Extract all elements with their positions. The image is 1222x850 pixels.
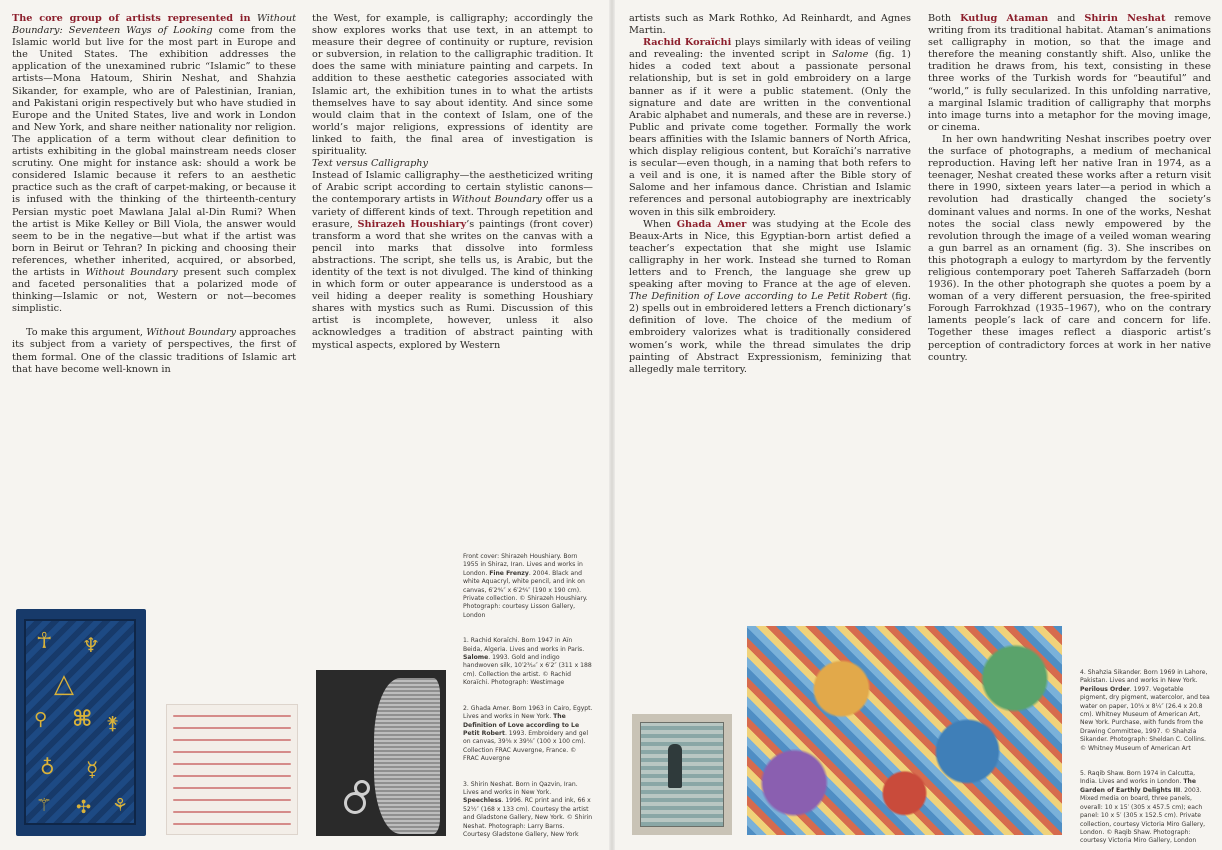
work-title: Salome <box>832 49 869 61</box>
embroidery-line <box>173 715 291 717</box>
caption-front-cover <box>463 553 593 620</box>
caption-text: 1. Rachid Koraïchi. Born 1947 in Aïn Beida, Algeria. Lives and works in Paris. <box>463 637 585 653</box>
caption-text: 4. Shahzia Sikander. Born 1969 in Lahore, Pakistan. Lives and works in New York. <box>1080 669 1208 685</box>
artwork-garden-of-earthly-delights <box>747 626 1062 835</box>
paragraph <box>12 327 296 375</box>
glyph-decoration: ⚘ <box>112 795 129 816</box>
glyph-decoration: ♁ <box>40 755 55 779</box>
paragraph: the West, for example, is calligraphy; accordingly the show explores works that use text, in an attempt to measure their degree of continuity or rupture, revision or subversion, in relation to the calligraphic tradition. It does the same with miniature painting and carpets. In addition to these aesthetic categories associated with Islamic art, the exhibition tunes in to what the artists themselves have to say about identity. And since some would claim that in the context of Islam, one of the world’s major religions, expressions of identity are linked to faith, the final area of investigation is spirituality. <box>312 13 593 158</box>
paragraph-text: To make this argument, <box>26 327 143 339</box>
caption-text: . 2003. Mixed media on board, three panels, overall: 10 x 15′ (305 x 457.5 cm); each panel: 10 x 5′ (305 x 152.5 cm). Private collection, courtesy Victoria Miro Gallery, London. © Raqib Shaw. Photograph: courtesy Victoria Miro Gallery, London <box>1080 786 1206 845</box>
paragraph: In her own handwriting Neshat inscribes poetry over the surface of photographs, a medium of mechanical reproduction. Having left her native Iran in 1974, as a teenager, Neshat created these works after a return visit there in 1990, sixteen years later—a period in which a revolution had drastically changed the society’s dominant values and norms. In one of the works, Neshat notes the social class newly empowered by the revolution through the image of a veiled woman wearing a gun barrel as an ornament (fig. 3). She inscribes on this photograph a eulogy to martyrdom by the fervently religious contemporary poet Tahereh Saffarzadeh (born 1936). In the other photograph she quotes a poem by a woman of a very different persuasion, the free-spirited Forough Farrokhzad (1935–1967), who on the contrary laments people’s lack of care and concern for life. Together these images reflect a diasporic artist’s perception of contradictory forces at work in her native country. <box>928 133 1211 363</box>
show-title: Without Boundary <box>146 327 236 339</box>
caption-work-title: The Definition of Love according to Le Petit Robert <box>463 713 580 737</box>
paragraph-text: remove writing from its traditional habitat. Ataman’s animations set calligraphy in motion, so that the image and therefore the meaning constantly shift. Also, unlike the tradition he draws from, his text, consisting in these three works of the Turkish words for “beautiful” and “world,” is fully secularized. In this unfolding narrative, a marginal Islamic tradition of calligraphy that morphs into image turns into a metaphor for the moving image, or cinema. <box>928 13 1211 133</box>
embroidery-line <box>173 727 291 729</box>
section-subheading: Text versus Calligraphy <box>312 158 428 170</box>
paragraph <box>928 13 1211 134</box>
caption-work-title: Salome <box>463 654 489 662</box>
paragraph-text: When <box>643 218 672 230</box>
embroidery-line <box>173 787 291 789</box>
caption-text: . 1993. Embroidery and gel on canvas, 39⅝ x 39⅝″ (100 x 100 cm). Collection FRAC Auvergne, France. © FRAC Auvergne <box>463 729 589 763</box>
glyph-decoration: ⚚ <box>36 795 53 816</box>
caption-text: 5. Raqib Shaw. Born 1974 in Calcutta, India. Lives and works in London. <box>1080 770 1196 786</box>
face-with-script <box>374 678 440 834</box>
gun-barrel-ring <box>354 780 370 796</box>
glyph-decoration: ⌘ <box>72 707 93 732</box>
embroidery-line <box>173 811 291 813</box>
embroidery-line <box>173 799 291 801</box>
caption-text: . 1996. RC print and ink, 66 x 52½″ (168 x 133 cm). Courtesy the artist and Gladstone Gallery, New York. © Shirin Neshat. Photograph: Larry Barns. Courtesy Gladstone Gallery, New York <box>463 797 593 838</box>
artist-name-highlight: Ghada Amer <box>676 218 747 230</box>
glyph-decoration: △ <box>54 669 74 699</box>
artist-name-highlight: Rachid Koraïchi <box>643 37 732 49</box>
artwork-salome-banner <box>16 609 146 836</box>
caption-work-title: The Garden of Earthly Delights III <box>1080 778 1196 794</box>
paragraph-text: Both <box>928 13 952 24</box>
caption-text: . 1993. Gold and indigo handwoven silk, 10′2³⁄₁₆″ x 6′2″ (311 x 188 cm). Collection the artist. © Rachid Koraïchi. Photograph: Westimage <box>463 654 592 687</box>
paragraph <box>629 219 911 376</box>
caption-text: . 1997. Vegetable pigment, dry pigment, watercolor, and tea water on paper, 10⅝ x 8¼″ (26.4 x 20.8 cm). Whitney Museum of American Art, New York. Purchase, with funds from the Drawing Committee, 1997. © Shahzia Sikander. Photograph: Sheldan C. Collins. © Whitney Museum of American Art <box>1080 685 1210 752</box>
glyph-decoration: ⚵ <box>106 713 120 734</box>
glyph-decoration: ☿ <box>86 757 99 781</box>
embroidery-line <box>173 763 291 765</box>
show-title: Without Boundary <box>85 266 178 278</box>
embroidery-line <box>173 823 291 825</box>
show-title: Without Boundary: Seventeen Ways of Looking <box>12 13 296 37</box>
captions-left-page <box>463 553 593 839</box>
caption-text: 2. Ghada Amer. Born 1963 in Cairo, Egypt. Lives and works in New York. <box>463 704 593 721</box>
caption-fig-3 <box>463 781 593 840</box>
caption-work-title: Fine Frenzy <box>489 569 529 577</box>
paragraph-text: approaches its subject from a variety of perspectives, the first of them formal. One of the classic traditions of Islamic art that have become well-known in <box>12 327 296 375</box>
text-column-4 <box>928 13 1211 364</box>
miniature-figure <box>668 744 682 788</box>
artist-name-highlight: Kutlug Ataman <box>960 13 1049 24</box>
caption-fig-1 <box>463 637 593 687</box>
paragraph <box>629 37 911 218</box>
paragraph-text: (fig. 2) spells out in embroidered letters a French dictionary’s definition of love. The choice of the medium of embroidery valorizes what is traditionally considered women’s work, while the thread simulates the drip painting of Abstract Expressionism, feminizing that allegedly male territory. <box>629 291 911 375</box>
show-title: Without Boundary <box>451 194 542 206</box>
text-column-3 <box>629 13 911 376</box>
paragraph-text: Instead of Islamic calligraphy—the aestheticized writing of Arabic script according to certain stylistic canons—the contemporary artists in <box>312 170 593 206</box>
paragraph-text: and <box>1057 13 1076 24</box>
caption-text: 3. Shirin Neshat. Born in Qazvin, Iran. Lives and works in New York. <box>463 780 578 796</box>
paragraph-text: present such complex and faceted personalities that a polarized mode of thinking—Islamic or not, Western or not—becomes simplistic. <box>12 266 296 315</box>
paragraph-text: come from the Islamic world but live for the most part in Europe and the United States. The exhibition addresses the application of the unexamined rubric “Islamic” to these artists—Mona Hatoum, Shirin Neshat, and Shahzia Sikander, for example, who are of Palestinian, Iranian, and Pakistani origin respectively but who have studied in Europe and the United States, live and work in London and New York, and share neither nationality nor religion. The application of a term without clear definition to artists exhibiting in the global mainstream needs closer scrutiny. One might for instance ask: should a work be considered Islamic because it refers to an aesthetic practice such as the craft of carpet-making, or because it is infused with the thinking of the thirteenth-century Persian mystic poet Mawlana Jalal al-Din Rumi? When the artist is Mike Kelley or Bill Viola, the answer would seem to be in the negative—but what if the artist was born in Beirut or Tehran? In picking and choosing their references, whether inherited, acquired, or absorbed, the artists in <box>12 25 296 278</box>
caption-fig-4 <box>1080 669 1212 753</box>
paragraph-text: was studying at the Ecole des Beaux-Arts in Nice, this Egyptian-born artist defied a teacher’s expectation that she might use Islamic calligraphy in her work. Instead she turned to Roman letters and to French, the language she grew up speaking after moving to France at the age of eleven. <box>629 218 911 291</box>
work-title: The Definition of Love according to Le Petit Robert <box>629 291 888 303</box>
text-column-2 <box>312 13 593 352</box>
embroidery-line <box>173 739 291 741</box>
paragraph-text: (fig. 1) hides a coded text about a passionate personal relationship, but is set in gold embroidery on a large banner as if it were a public statement. (Only the signature and date are written in the conventional Arabic alphabet and numerals, and these are in reverse.) Public and private come together. Formally the work bears affinities with the Islamic banners of North Africa, which display religious content, but Koraïchi’s narrative is secular—even though, in a naming that both refers to a veil and is one, it is named after the Bible story of Salome and her infamous dance. Christian and Islamic references and personal autobiography are inextricably woven in this silk embroidery. <box>629 49 911 218</box>
caption-fig-5 <box>1080 770 1212 846</box>
caption-text: Front cover: Shirazeh Houshiary. Born 1955 in Shiraz, Iran. Lives and works in London. <box>463 553 583 577</box>
glyph-decoration: ♆ <box>82 633 100 657</box>
paragraph <box>12 13 296 315</box>
text-column-1 <box>12 13 296 376</box>
caption-work-title: Perilous Order <box>1080 685 1130 693</box>
artist-name-highlight: Shirazeh Houshiary <box>357 218 467 230</box>
glyph-decoration: ⚲ <box>34 709 48 730</box>
miniature-frame <box>640 722 724 827</box>
captions-right-page <box>1080 669 1212 846</box>
artwork-perilous-order <box>632 714 732 835</box>
caption-text: . 2004. Black and white Aquacryl, white pencil, and ink on canvas, 6′2⁴⁄₉″ x 6′2⁴⁄₉″ (190 x 190 cm). Private collection. © Shirazeh Houshiary. Photograph: courtesy Lisson Gallery, London <box>463 569 588 619</box>
artist-name-highlight: Shirin Neshat <box>1084 13 1166 24</box>
artwork-definition-of-love <box>166 704 298 835</box>
glyph-decoration: ☥ <box>36 629 53 654</box>
paragraph-text: offer us a variety of different kinds of text. Through repetition and erasure, <box>312 194 593 230</box>
paragraph-text: plays similarly with ideas of veiling and revealing: the invented script in <box>629 37 911 61</box>
embroidery-line <box>173 775 291 777</box>
paragraph <box>312 170 593 351</box>
paragraph-text: ’s paintings (front cover) transform a word that she writes on the canvas with a pencil into marks that dissolve into formless abstractions. The script, she tells us, is Arabic, but the identity of the text is not divulged. The kind of thinking in which form or outer appearance is understood as a veil hiding a deeper reality is something Houshiary shares with mystics such as Rumi. Discussion of this artist is incomplete, however, unless it also acknowledges a tradition of abstract painting with mystical aspects, explored by Western <box>312 218 594 351</box>
page-fold <box>609 0 615 850</box>
caption-fig-2 <box>463 705 593 764</box>
glyph-decoration: ✣ <box>76 797 92 818</box>
highlight-artists-intro: The core group of artists represented in <box>12 13 251 24</box>
embroidery-line <box>173 751 291 753</box>
artwork-speechless-photo <box>316 670 446 836</box>
caption-work-title: Speechless <box>463 797 502 805</box>
paragraph: artists such as Mark Rothko, Ad Reinhardt, and Agnes Martin. <box>629 13 911 37</box>
